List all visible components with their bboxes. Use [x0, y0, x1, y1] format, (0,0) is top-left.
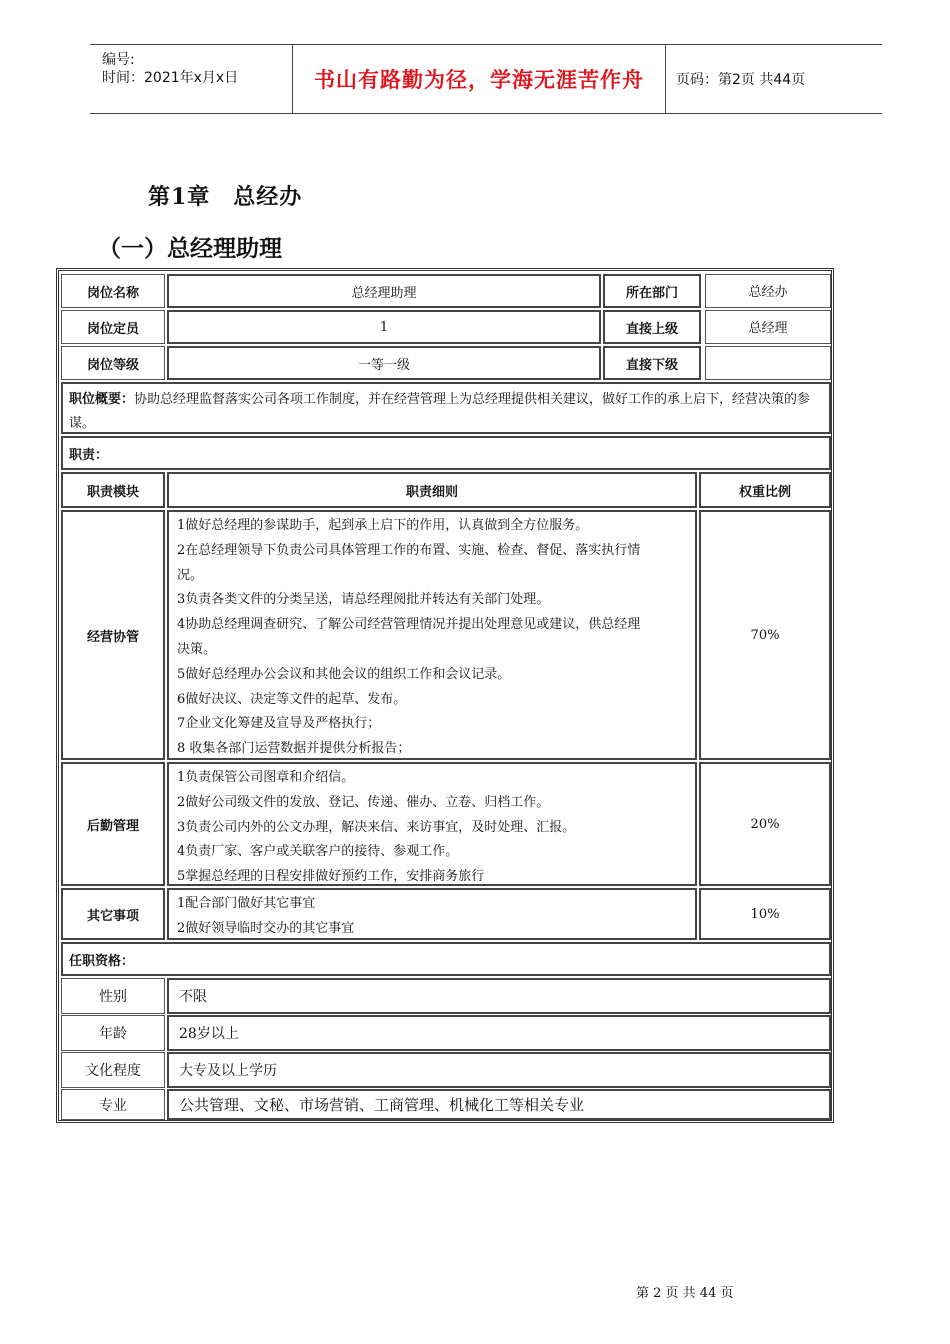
qual-value: 公共管理、文秘、市场营销、工商管理、机械化工等相关专业 [167, 1089, 831, 1120]
duty-item: 3负责各类文件的分类呈送，请总经理阅批并转达有关部门处理。 [177, 592, 550, 608]
header-meta-cell [90, 45, 293, 113]
module-weight: 10% [699, 888, 831, 940]
subordinate-value [705, 346, 831, 380]
section-title: （一）总经理助理 [98, 235, 282, 262]
module-name: 其它事项 [61, 888, 165, 940]
duty-item: 7企业文化筹建及宣导及严格执行； [177, 716, 381, 732]
grade-label: 岗位等级 [61, 346, 165, 380]
qual-label: 文化程度 [61, 1052, 165, 1088]
module-items [167, 510, 697, 760]
qualifications-label: 任职资格： [61, 942, 831, 976]
duty-item: 1做好总经理的参谋助手，起到承上启下的作用，认真做到全方位服务。 [177, 518, 589, 533]
headcount-label: 岗位定员 [61, 310, 165, 344]
duty-item: 2在总经理领导下负责公司具体管理工作的布置、实施、检查、督促、落实执行情 [177, 542, 641, 558]
qual-label: 年龄 [61, 1015, 165, 1051]
doc-date-label: 时间：2021年x月x日 [102, 70, 239, 86]
motto-text: 书山有路勤为径，学海无涯苦作舟 [314, 68, 644, 92]
module-name: 经营协管 [61, 510, 165, 760]
page-info: 页码：第2页 共44页 [676, 72, 806, 88]
duty-item: 8 收集各部门运营数据并提供分析报告； [177, 741, 411, 757]
module-items [167, 888, 697, 940]
duties-header-module: 职责模块 [61, 472, 165, 508]
post-name-value: 总经理助理 [167, 274, 601, 308]
dept-value: 总经办 [705, 274, 831, 308]
header-page-cell [666, 45, 882, 113]
duty-item: 1配合部门做好其它事宜 [177, 896, 316, 911]
chapter-title: 第1章 总经办 [148, 184, 303, 210]
duty-item: 4协助总经理调查研究、了解公司经营管理情况并提出处理意见或建议，供总经理 [177, 617, 641, 633]
grade-value: 一等一级 [167, 346, 601, 380]
headcount-value: 1 [167, 310, 601, 344]
module-items [167, 762, 697, 886]
subordinate-label: 直接下级 [603, 346, 701, 380]
duty-item: 况。 [177, 567, 204, 583]
doc-number-label: 编号: [102, 52, 135, 68]
duty-item: 4负责厂家、客户或关联客户的接待、参观工作。 [177, 844, 459, 860]
superior-value: 总经理 [705, 310, 831, 344]
dept-label: 所在部门 [603, 274, 701, 308]
job-summary [61, 382, 831, 434]
duty-item: 决策。 [177, 641, 217, 657]
module-name: 后勤管理 [61, 762, 165, 886]
duty-item: 5掌握总经理的日程安排做好预约工作，安排商务旅行 [177, 869, 485, 885]
duty-item: 5做好总经理办公会议和其他会议的组织工作和会议记录。 [177, 666, 511, 682]
duties-header-weight: 权重比例 [699, 472, 831, 508]
duty-item: 2做好公司级文件的发放、登记、传递、催办、立卷、归档工作。 [177, 794, 550, 810]
page-footer: 第 2 页 共 44 页 [636, 1286, 734, 1301]
job-summary-label: 职位概要： [69, 392, 135, 407]
qual-value: 大专及以上学历 [167, 1052, 831, 1088]
duty-item: 3负责公司内外的公文办理，解决来信、来访事宜，及时处理、汇报。 [177, 819, 576, 835]
duty-item: 1负责保管公司图章和介绍信。 [177, 770, 355, 785]
module-weight: 20% [699, 762, 831, 886]
qual-label: 性别 [61, 978, 165, 1014]
duty-item: 2做好领导临时交办的其它事宜 [177, 920, 355, 936]
duties-label: 职责： [61, 436, 831, 470]
job-description-table [56, 268, 834, 1123]
duty-item: 6做好决议、决定等文件的起草、发布。 [177, 691, 407, 707]
module-weight: 70% [699, 510, 831, 760]
page-header [90, 44, 882, 114]
duties-header-detail: 职责细则 [167, 472, 697, 508]
qual-value: 不限 [167, 978, 831, 1014]
qual-value: 28岁以上 [167, 1015, 831, 1051]
job-summary-text: 协助总经理监督落实公司各项工作制度，并在经营管理上为总经理提供相关建议，做好工作的承上启下，经营决策的参谋。 [69, 392, 811, 431]
superior-label: 直接上级 [603, 310, 701, 344]
header-motto-cell [293, 45, 666, 113]
qual-label: 专业 [61, 1089, 165, 1120]
post-name-label: 岗位名称 [61, 274, 165, 308]
